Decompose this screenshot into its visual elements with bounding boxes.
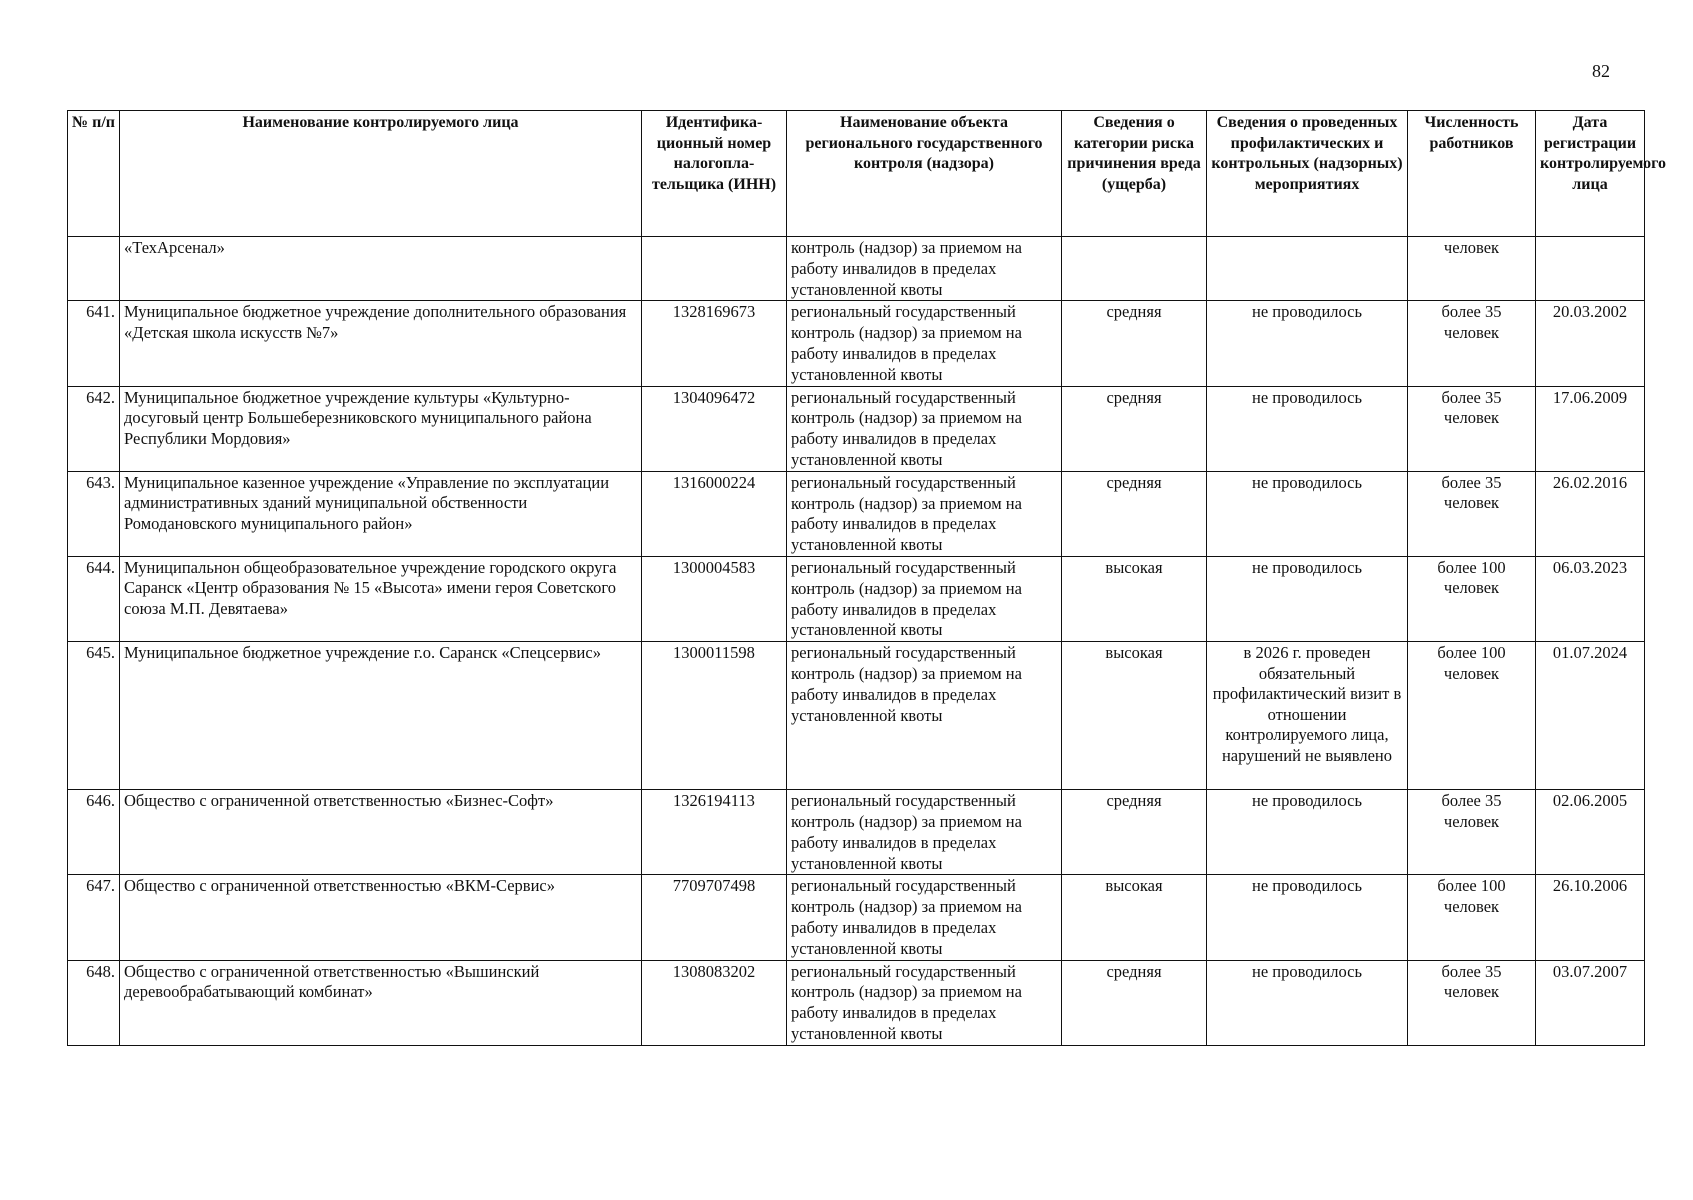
cell-object: региональный государственный контроль (надзор) за приемом на работу инвалидов в пределах установленной квоты bbox=[787, 642, 1062, 790]
header-name: Наименование контролируемого лица bbox=[120, 111, 642, 237]
table-header bbox=[68, 111, 1667, 237]
header-staff: Численность работников bbox=[1408, 111, 1536, 237]
cell-inn: 1326194113 bbox=[642, 790, 787, 875]
cell-name: Муниципальное бюджетное учреждение дополнительного образования «Детская школа искусств №7» bbox=[120, 301, 642, 386]
cell-object: региональный государственный контроль (надзор) за приемом на работу инвалидов в пределах установленной квоты bbox=[787, 471, 1062, 556]
cell-staff: человек bbox=[1408, 237, 1536, 301]
header-risk: Сведения о категории риска причинения вреда (ущерба) bbox=[1062, 111, 1207, 237]
table-row bbox=[68, 960, 1645, 1045]
cell-name: Муниципальное бюджетное учреждение г.о. Саранск «Спецсервис» bbox=[120, 642, 642, 790]
cell-num: 641. bbox=[68, 301, 120, 386]
cell-staff: более 100 человек bbox=[1408, 556, 1536, 641]
table-row bbox=[68, 301, 1645, 386]
cell-staff: более 35 человек bbox=[1408, 790, 1536, 875]
cell-staff: более 100 человек bbox=[1408, 642, 1536, 790]
cell-inn: 1316000224 bbox=[642, 471, 787, 556]
cell-num bbox=[68, 237, 120, 301]
cell-num: 642. bbox=[68, 386, 120, 471]
cell-name: «ТехАрсенал» bbox=[120, 237, 642, 301]
table-row bbox=[68, 471, 1645, 556]
header-object: Наименование объекта регионального государственного контроля (надзора) bbox=[787, 111, 1062, 237]
header-inn: Идентифика-ционный номер налогопла-тельщика (ИНН) bbox=[642, 111, 787, 237]
cell-inn: 1328169673 bbox=[642, 301, 787, 386]
registry-table bbox=[67, 110, 1667, 1046]
cell-name: Общество с ограниченной ответственностью «Бизнес-Софт» bbox=[120, 790, 642, 875]
cell-name: Муниципальнон общеобразовательное учреждение городского округа Саранск «Центр образования № 15 «Высота» имени героя Советского союза М.П. Девятаева» bbox=[120, 556, 642, 641]
header-measures: Сведения о проведенных профилактических и контрольных (надзорных) мероприятиях bbox=[1207, 111, 1408, 237]
cell-num: 644. bbox=[68, 556, 120, 641]
cell-name: Муниципальное казенное учреждение «Управление по эксплуатации административных зданий муниципальной обственности Ромодановского муниципального район» bbox=[120, 471, 642, 556]
cell-inn: 1308083202 bbox=[642, 960, 787, 1045]
cell-risk: средняя bbox=[1062, 960, 1207, 1045]
table-row-continuation bbox=[68, 237, 1645, 301]
cell-name: Общество с ограниченной ответственностью «ВКМ-Сервис» bbox=[120, 875, 642, 960]
cell-date bbox=[1536, 237, 1645, 301]
cell-object: региональный государственный контроль (надзор) за приемом на работу инвалидов в пределах установленной квоты bbox=[787, 556, 1062, 641]
cell-num: 646. bbox=[68, 790, 120, 875]
cell-object: контроль (надзор) за приемом на работу инвалидов в пределах установленной квоты bbox=[787, 237, 1062, 301]
cell-risk: средняя bbox=[1062, 386, 1207, 471]
cell-object: региональный государственный контроль (надзор) за приемом на работу инвалидов в пределах установленной квоты bbox=[787, 875, 1062, 960]
cell-num: 643. bbox=[68, 471, 120, 556]
cell-risk: высокая bbox=[1062, 556, 1207, 641]
cell-measures: не проводилось bbox=[1207, 556, 1408, 641]
cell-risk bbox=[1062, 237, 1207, 301]
cell-inn: 1300004583 bbox=[642, 556, 787, 641]
cell-date: 26.02.2016 bbox=[1536, 471, 1645, 556]
cell-object: региональный государственный контроль (надзор) за приемом на работу инвалидов в пределах установленной квоты bbox=[787, 301, 1062, 386]
cell-date: 26.10.2006 bbox=[1536, 875, 1645, 960]
table-row bbox=[68, 556, 1645, 641]
cell-measures: в 2026 г. проведен обязательный профилактический визит в отношении контролируемого лица, нарушений не выявлено bbox=[1207, 642, 1408, 790]
cell-measures: не проводилось bbox=[1207, 960, 1408, 1045]
table-row bbox=[68, 642, 1645, 790]
cell-measures: не проводилось bbox=[1207, 471, 1408, 556]
table-row bbox=[68, 386, 1645, 471]
header-num: № п/п bbox=[68, 111, 120, 237]
cell-inn: 1300011598 bbox=[642, 642, 787, 790]
cell-date: 02.06.2005 bbox=[1536, 790, 1645, 875]
cell-risk: средняя bbox=[1062, 790, 1207, 875]
cell-object: региональный государственный контроль (надзор) за приемом на работу инвалидов в пределах установленной квоты bbox=[787, 790, 1062, 875]
cell-num: 648. bbox=[68, 960, 120, 1045]
cell-date: 20.03.2002 bbox=[1536, 301, 1645, 386]
cell-risk: высокая bbox=[1062, 875, 1207, 960]
cell-date: 17.06.2009 bbox=[1536, 386, 1645, 471]
table-row bbox=[68, 875, 1645, 960]
cell-staff: более 100 человек bbox=[1408, 875, 1536, 960]
cell-measures: не проводилось bbox=[1207, 301, 1408, 386]
header-date: Дата регистрации контролируемого лица bbox=[1536, 111, 1645, 237]
cell-measures bbox=[1207, 237, 1408, 301]
cell-name: Общество с ограниченной ответственностью «Вышинский деревообрабатывающий комбинат» bbox=[120, 960, 642, 1045]
cell-date: 03.07.2007 bbox=[1536, 960, 1645, 1045]
cell-measures: не проводилось bbox=[1207, 386, 1408, 471]
cell-risk: средняя bbox=[1062, 301, 1207, 386]
table-body bbox=[68, 237, 1645, 1046]
cell-risk: средняя bbox=[1062, 471, 1207, 556]
cell-inn bbox=[642, 237, 787, 301]
cell-object: региональный государственный контроль (надзор) за приемом на работу инвалидов в пределах установленной квоты bbox=[787, 960, 1062, 1045]
cell-risk: высокая bbox=[1062, 642, 1207, 790]
cell-staff: более 35 человек bbox=[1408, 386, 1536, 471]
cell-staff: более 35 человек bbox=[1408, 301, 1536, 386]
cell-date: 01.07.2024 bbox=[1536, 642, 1645, 790]
cell-staff: более 35 человек bbox=[1408, 471, 1536, 556]
header-row bbox=[68, 111, 1645, 237]
cell-staff: более 35 человек bbox=[1408, 960, 1536, 1045]
table-row bbox=[68, 790, 1645, 875]
cell-inn: 7709707498 bbox=[642, 875, 787, 960]
cell-date: 06.03.2023 bbox=[1536, 556, 1645, 641]
cell-num: 645. bbox=[68, 642, 120, 790]
cell-name: Муниципальное бюджетное учреждение культуры «Культурно-досуговый центр Большеберезниковского муниципального района Республики Мордовия» bbox=[120, 386, 642, 471]
cell-measures: не проводилось bbox=[1207, 790, 1408, 875]
cell-measures: не проводилось bbox=[1207, 875, 1408, 960]
cell-num: 647. bbox=[68, 875, 120, 960]
page-number: 82 bbox=[1592, 61, 1610, 81]
cell-object: региональный государственный контроль (надзор) за приемом на работу инвалидов в пределах установленной квоты bbox=[787, 386, 1062, 471]
cell-inn: 1304096472 bbox=[642, 386, 787, 471]
